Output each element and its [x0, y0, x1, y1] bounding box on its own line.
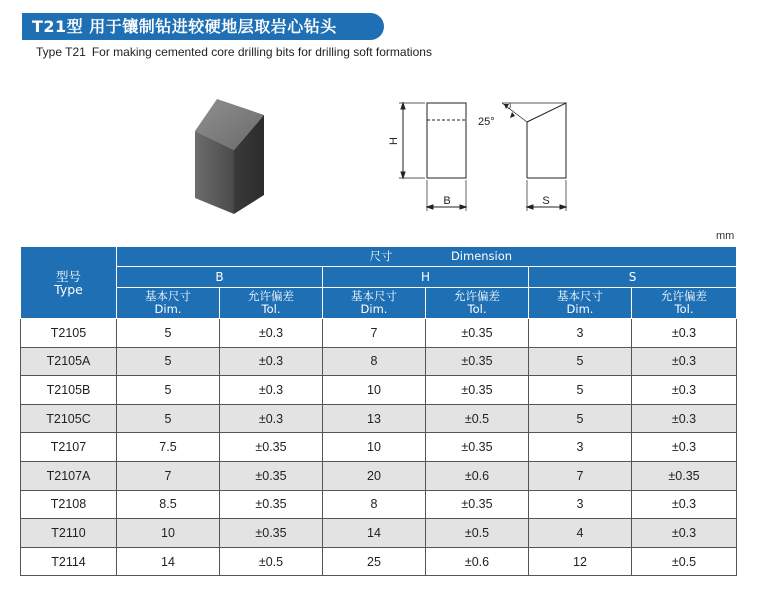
cell-h: 25	[323, 547, 426, 576]
cell-b-tol: ±0.3	[220, 319, 323, 348]
s-tol-header: 允许偏差 Tol.	[632, 288, 737, 319]
h-dim-header: 基本尺寸 Dim.	[323, 288, 426, 319]
cell-h-tol: ±0.35	[426, 433, 529, 462]
group-header-s: S	[529, 267, 737, 288]
cell-type: T2105B	[21, 376, 117, 405]
insert-3d-image	[195, 99, 264, 214]
cell-h: 13	[323, 404, 426, 433]
insert-top-face	[195, 99, 264, 150]
table-row	[21, 433, 737, 462]
cell-b-tol: ±0.3	[220, 347, 323, 376]
page-title: T21型 用于镶制钻进较硬地层取岩心钻头	[22, 13, 384, 40]
cell-s: 12	[529, 547, 632, 576]
cell-s: 3	[529, 319, 632, 348]
cell-type: T2105C	[21, 404, 117, 433]
subtitle	[36, 45, 432, 59]
cell-s: 5	[529, 376, 632, 405]
cell-type: T2107	[21, 433, 117, 462]
table-row	[21, 404, 737, 433]
cell-b: 8.5	[117, 490, 220, 519]
front-view-outline	[427, 103, 466, 178]
cell-b: 5	[117, 404, 220, 433]
cell-b-tol: ±0.3	[220, 376, 323, 405]
cell-h-tol: ±0.6	[426, 547, 529, 576]
table-row	[21, 347, 737, 376]
cell-h: 7	[323, 319, 426, 348]
cell-b-tol: ±0.5	[220, 547, 323, 576]
cell-s-tol: ±0.3	[632, 433, 737, 462]
cell-b: 5	[117, 376, 220, 405]
cell-s: 5	[529, 404, 632, 433]
type-header-en: Type	[54, 281, 83, 297]
cell-b: 14	[117, 547, 220, 576]
cell-h: 14	[323, 519, 426, 548]
cell-s-tol: ±0.3	[632, 490, 737, 519]
cell-s: 3	[529, 490, 632, 519]
cell-b-tol: ±0.35	[220, 461, 323, 490]
dimension-header	[117, 247, 737, 267]
unit-label: mm	[716, 230, 735, 242]
cell-type: T2108	[21, 490, 117, 519]
label-angle: 25°	[478, 116, 495, 128]
cell-s: 7	[529, 461, 632, 490]
table-row	[21, 490, 737, 519]
cell-h-tol: ±0.35	[426, 490, 529, 519]
table-row	[21, 319, 737, 348]
cell-s-tol: ±0.3	[632, 404, 737, 433]
cell-h-tol: ±0.6	[426, 461, 529, 490]
label-b: B	[443, 195, 451, 207]
cell-s: 4	[529, 519, 632, 548]
table-row	[21, 519, 737, 548]
cell-b: 5	[117, 347, 220, 376]
insert-side-face	[234, 115, 264, 214]
cell-s: 5	[529, 347, 632, 376]
cell-h-tol: ±0.5	[426, 404, 529, 433]
table-row	[21, 376, 737, 405]
cell-type: T2105	[21, 319, 117, 348]
table-row	[21, 547, 737, 576]
cell-h-tol: ±0.35	[426, 319, 529, 348]
cell-h: 20	[323, 461, 426, 490]
cell-s-tol: ±0.3	[632, 376, 737, 405]
subtitle-type: Type T21	[36, 45, 86, 59]
b-tol-header: 允许偏差 Tol.	[220, 288, 323, 319]
label-h: H	[388, 137, 400, 145]
cell-s-tol: ±0.3	[632, 347, 737, 376]
type-header-cn: 型号	[55, 268, 81, 284]
front-view-drawing	[399, 103, 466, 211]
cell-h-tol: ±0.35	[426, 376, 529, 405]
s-dim-header: 基本尺寸 Dim.	[529, 288, 632, 319]
cell-h: 8	[323, 490, 426, 519]
side-view-drawing	[502, 103, 566, 211]
h-tol-header: 允许偏差 Tol.	[426, 288, 529, 319]
cell-h: 10	[323, 433, 426, 462]
cell-b: 7	[117, 461, 220, 490]
cell-s: 3	[529, 433, 632, 462]
cell-b-tol: ±0.35	[220, 519, 323, 548]
cell-b: 10	[117, 519, 220, 548]
cell-s-tol: ±0.5	[632, 547, 737, 576]
b-dim-header: 基本尺寸 Dim.	[117, 288, 220, 319]
cell-b-tol: ±0.3	[220, 404, 323, 433]
cell-type: T2110	[21, 519, 117, 548]
type-header	[21, 247, 117, 319]
cell-s-tol: ±0.3	[632, 319, 737, 348]
cell-b: 5	[117, 319, 220, 348]
subtitle-description: For making cemented core drilling bits for drilling soft formations	[91, 45, 432, 59]
dimension-header-cn: 尺寸	[369, 249, 393, 263]
cell-h-tol: ±0.5	[426, 519, 529, 548]
cell-h: 10	[323, 376, 426, 405]
label-s: S	[542, 195, 550, 207]
group-header-b: B	[117, 267, 323, 288]
cell-type: T2114	[21, 547, 117, 576]
specification-table	[20, 246, 737, 576]
insert-front-face	[195, 131, 234, 214]
table-row	[21, 461, 737, 490]
cell-b: 7.5	[117, 433, 220, 462]
group-header-h: H	[323, 267, 529, 288]
cell-h: 8	[323, 347, 426, 376]
cell-s-tol: ±0.3	[632, 519, 737, 548]
side-view-outline	[527, 103, 566, 178]
cell-type: T2105A	[21, 347, 117, 376]
cell-type: T2107A	[21, 461, 117, 490]
cell-h-tol: ±0.35	[426, 347, 529, 376]
cell-b-tol: ±0.35	[220, 490, 323, 519]
cell-s-tol: ±0.35	[632, 461, 737, 490]
cell-b-tol: ±0.35	[220, 433, 323, 462]
dimension-header-en: Dimension	[450, 249, 513, 263]
